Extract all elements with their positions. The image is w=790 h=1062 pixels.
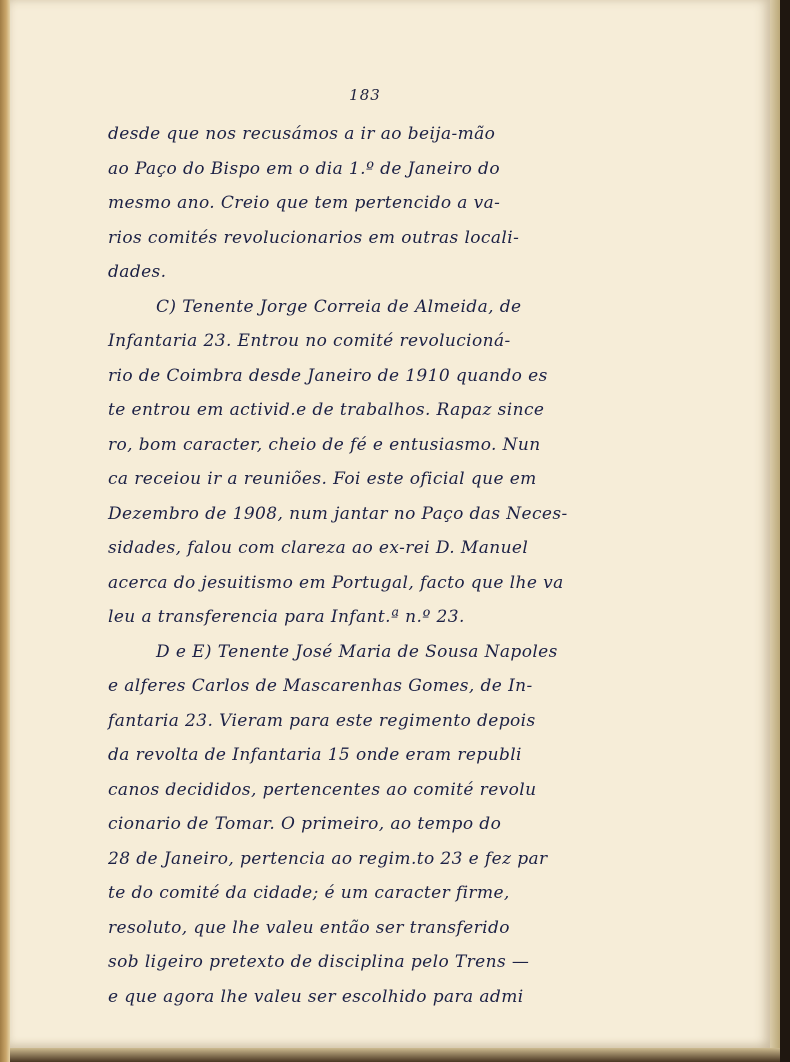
- manuscript-line: mesmo ano. Creio que tem pertencido a va-: [108, 193, 501, 213]
- manuscript-line: ro, bom caracter, cheio de fé e entusiasmo. Nun: [108, 434, 541, 455]
- manuscript-line: fantaria 23. Vieram para este regimento depois: [108, 710, 536, 731]
- manuscript-page: [10, 0, 770, 1048]
- manuscript-line: ca receiou ir a reuniões. Foi este oficial que em: [108, 469, 537, 489]
- manuscript-line: canos decididos, pertencentes ao comité revolu: [108, 779, 537, 800]
- manuscript-line: rio de Coimbra desde Janeiro de 1910 quando es: [108, 365, 548, 386]
- handwritten-text: [108, 117, 628, 1014]
- book-bottom-edge: [10, 1048, 780, 1062]
- manuscript-line: leu a transferencia para Infant.ª n.º 23.: [108, 607, 465, 627]
- book-right-edge: [770, 0, 780, 1062]
- manuscript-line: Dezembro de 1908, num jantar no Paço das Neces-: [108, 503, 568, 524]
- manuscript-line: da revolta de Infantaria 15 onde eram republi: [108, 745, 522, 765]
- manuscript-line: desde que nos recusámos a ir ao beija-mão: [108, 124, 496, 144]
- manuscript-line: 28 de Janeiro, pertencia ao regim.to 23 e fez par: [108, 848, 548, 869]
- manuscript-line: ao Paço do Bispo em o dia 1.º de Janeiro do: [108, 158, 500, 179]
- manuscript-line: te do comité da cidade; é um caracter firme,: [108, 883, 510, 903]
- manuscript-line: acerca do jesuitismo em Portugal, facto que lhe va: [108, 572, 564, 593]
- book-left-edge: [0, 0, 10, 1062]
- manuscript-line: D e E) Tenente José Maria de Sousa Napoles: [156, 641, 558, 662]
- manuscript-line: Infantaria 23. Entrou no comité revolucioná-: [108, 331, 511, 351]
- manuscript-line: rios comités revolucionarios em outras locali-: [108, 227, 520, 248]
- page-number: 183: [349, 86, 381, 104]
- manuscript-line: e que agora lhe valeu ser escolhido para admi: [108, 986, 524, 1007]
- manuscript-line: sob ligeiro pretexto de disciplina pelo Trens —: [108, 952, 530, 972]
- manuscript-line: sidades, falou com clareza ao ex-rei D. Manuel: [108, 538, 529, 558]
- manuscript-line: e alferes Carlos de Mascarenhas Gomes, de In-: [108, 676, 533, 696]
- manuscript-line: te entrou em activid.e de trabalhos. Rapaz since: [108, 400, 545, 420]
- manuscript-line: dades.: [108, 262, 167, 282]
- manuscript-line: C) Tenente Jorge Correia de Almeida, de: [156, 296, 522, 317]
- manuscript-line: cionario de Tomar. O primeiro, ao tempo do: [108, 814, 502, 834]
- manuscript-line: resoluto, que lhe valeu então ser transferido: [108, 917, 510, 938]
